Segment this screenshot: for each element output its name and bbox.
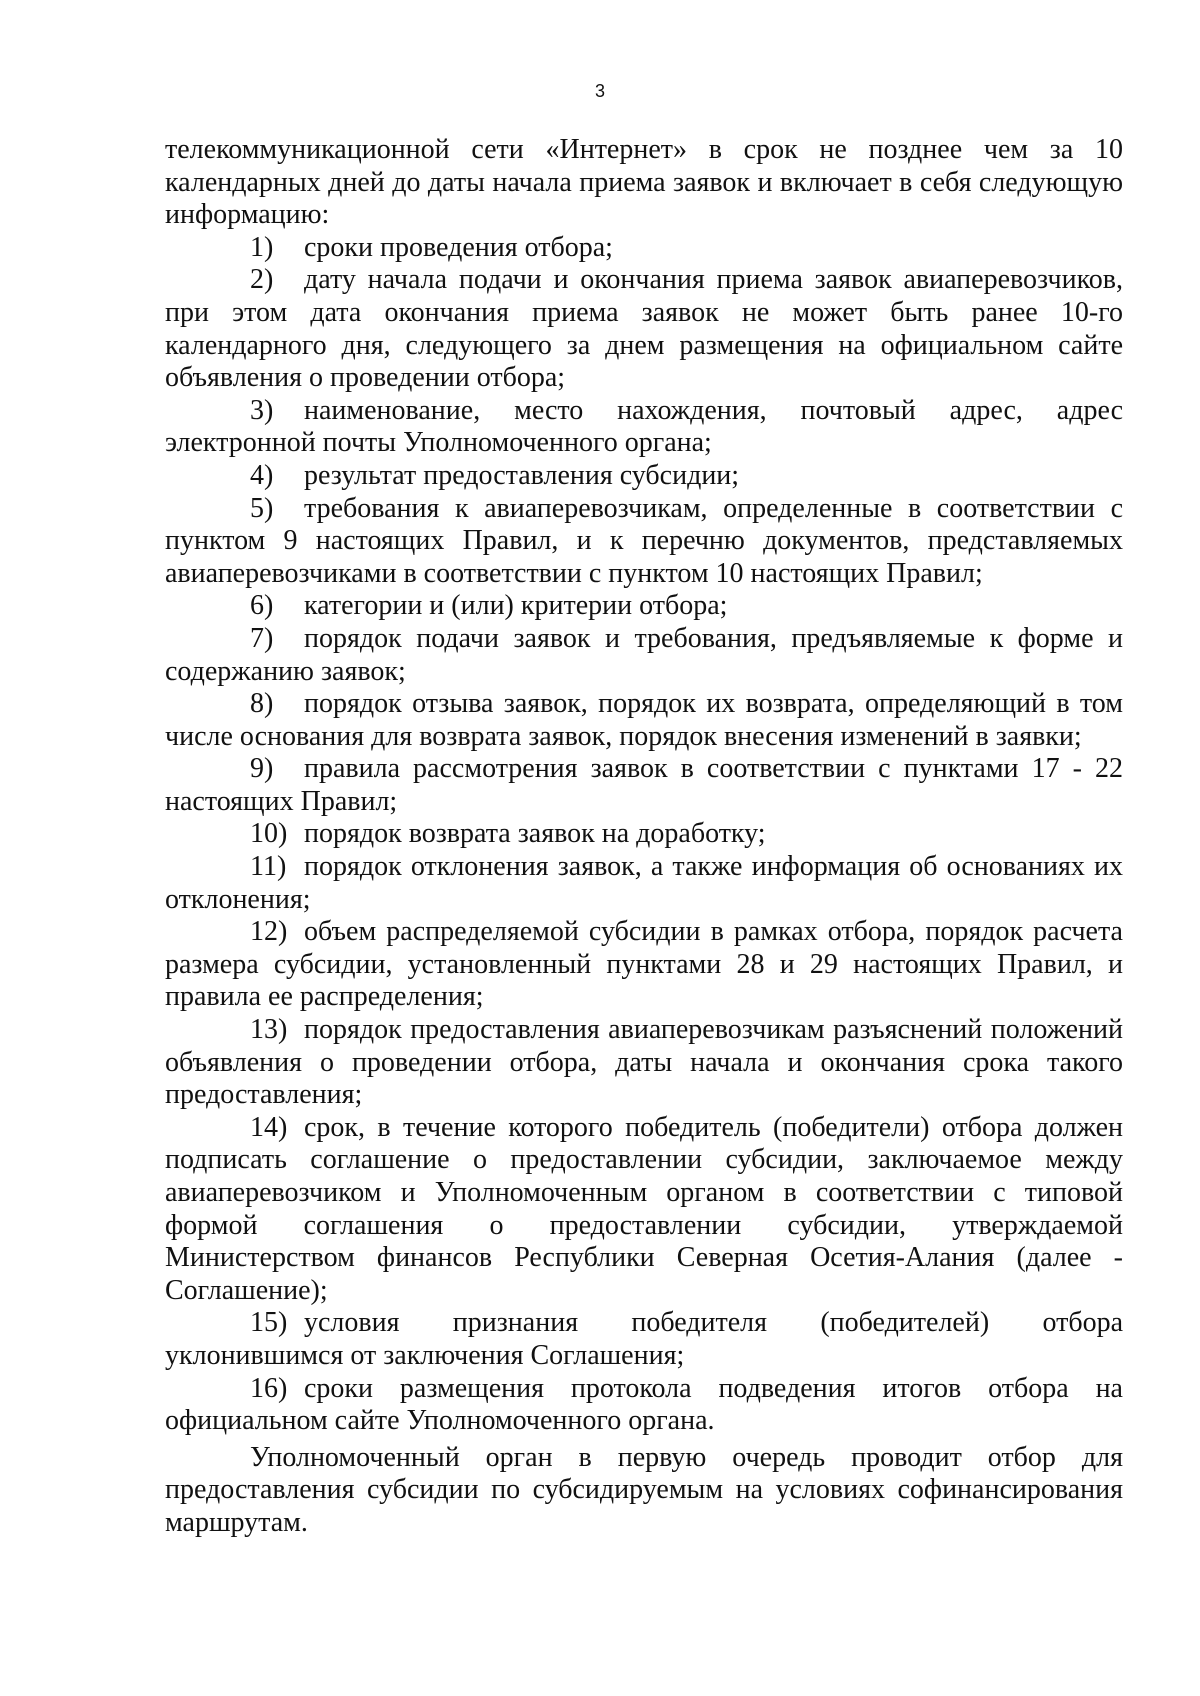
list-item (165, 232, 1123, 265)
list-item-text: срок, в течение которого победитель (победители) отбора должен подписать соглашение о предоставлении субсидии, заключаемое между авиаперевозчиком и Уполномоченным органом в соответствии с типовой формой соглашения о предоставлении субсидии, утверждаемой Министерством финансов Республики Северная Осетия-Алания (далее - Соглашение); (165, 1111, 1123, 1306)
intro-paragraph: телекоммуникационной сети «Интернет» в срок не позднее чем за 10 календарных дней до даты начала приема заявок и включает в себя следующую информацию: (165, 134, 1123, 231)
list-item-number: 11) (250, 851, 287, 883)
list-item-text: правила рассмотрения заявок в соответствии с пунктами 17 - 22 настоящих Правил; (165, 753, 1123, 817)
list-item-number: 5) (250, 492, 274, 524)
list-item-text: сроки размещения протокола подведения итогов отбора на официальном сайте Уполномоченного органа. (165, 1372, 1123, 1437)
list-item-text: категории и (или) критерии отбора; (304, 590, 728, 622)
list-item-number: 7) (250, 622, 274, 654)
list-item-text: требования к авиаперевозчикам, определенные в соответствии с пунктом 9 настоящих Правил, и к перечню документов, представляемых авиаперевозчиками в соответствии с пунктом 10 настоящих Правил; (165, 492, 1123, 589)
list-item-number: 2) (250, 264, 274, 296)
list-item-text: дату начала подачи и окончания приема заявок авиаперевозчиков, при этом дата окончания приема заявок не может быть ранее 10-го календарного дня, следующего за днем размещения на официальном сайте объявления о проведении отбора; (165, 264, 1123, 394)
page-number: 3 (594, 81, 605, 101)
document-body (165, 134, 1123, 1540)
list-item-number: 3) (250, 394, 274, 426)
list-item-text: условия признания победителя (победителей) отбора уклонившимся от заключения Соглашения; (165, 1307, 1123, 1371)
list-item (165, 493, 1123, 591)
list-item-text: объем распределяемой субсидии в рамках отбора, порядок расчета размера субсидии, установленный пунктами 28 и 29 настоящих Правил, и правила ее распределения; (165, 916, 1123, 1013)
list-item (165, 623, 1123, 688)
list-item-number: 16) (250, 1372, 288, 1404)
list-item-number: 1) (250, 231, 274, 263)
list-item-number: 12) (250, 916, 288, 948)
list-item-number: 15) (250, 1307, 288, 1339)
list-item-text: сроки проведения отбора; (304, 231, 613, 263)
list-item (165, 590, 1123, 623)
list-item-text: наименование, место нахождения, почтовый адрес, адрес электронной почты Уполномоченного органа; (165, 394, 1123, 459)
list-item (165, 264, 1123, 394)
list-item (165, 753, 1123, 818)
list-item (165, 916, 1123, 1014)
list-item (165, 851, 1123, 916)
list-item-number: 6) (250, 590, 274, 622)
list-item-text: порядок отклонения заявок, а также информация об основаниях их отклонения; (165, 851, 1123, 915)
list-item (165, 688, 1123, 753)
list-item-number: 4) (250, 459, 274, 491)
list-item (165, 460, 1123, 493)
requirements-list (165, 232, 1123, 1438)
list-item (165, 1373, 1123, 1438)
list-item (165, 818, 1123, 851)
list-item-text: порядок подачи заявок и требования, предъявляемые к форме и содержанию заявок; (165, 622, 1123, 687)
list-item-text: порядок возврата заявок на доработку; (304, 818, 766, 850)
list-item (165, 1112, 1123, 1308)
list-item-number: 13) (250, 1014, 288, 1046)
list-item-text: результат предоставления субсидии; (304, 459, 740, 491)
list-item-number: 9) (250, 753, 274, 785)
closing-paragraph: Уполномоченный орган в первую очередь проводит отбор для предоставления субсидии по субсидируемым на условиях софинансирования маршрутам. (165, 1441, 1123, 1538)
list-item (165, 1307, 1123, 1372)
list-item-text: порядок предоставления авиаперевозчикам разъяснений положений объявления о проведении отбора, даты начала и окончания срока такого предоставления; (165, 1014, 1123, 1111)
list-item-number: 8) (250, 688, 274, 720)
list-item-text: порядок отзыва заявок, порядок их возврата, определяющий в том числе основания для возврата заявок, порядок внесения изменений в заявки; (165, 688, 1123, 752)
list-item-number: 14) (250, 1111, 288, 1143)
list-item-number: 10) (250, 818, 288, 850)
list-item (165, 395, 1123, 460)
list-item (165, 1014, 1123, 1112)
